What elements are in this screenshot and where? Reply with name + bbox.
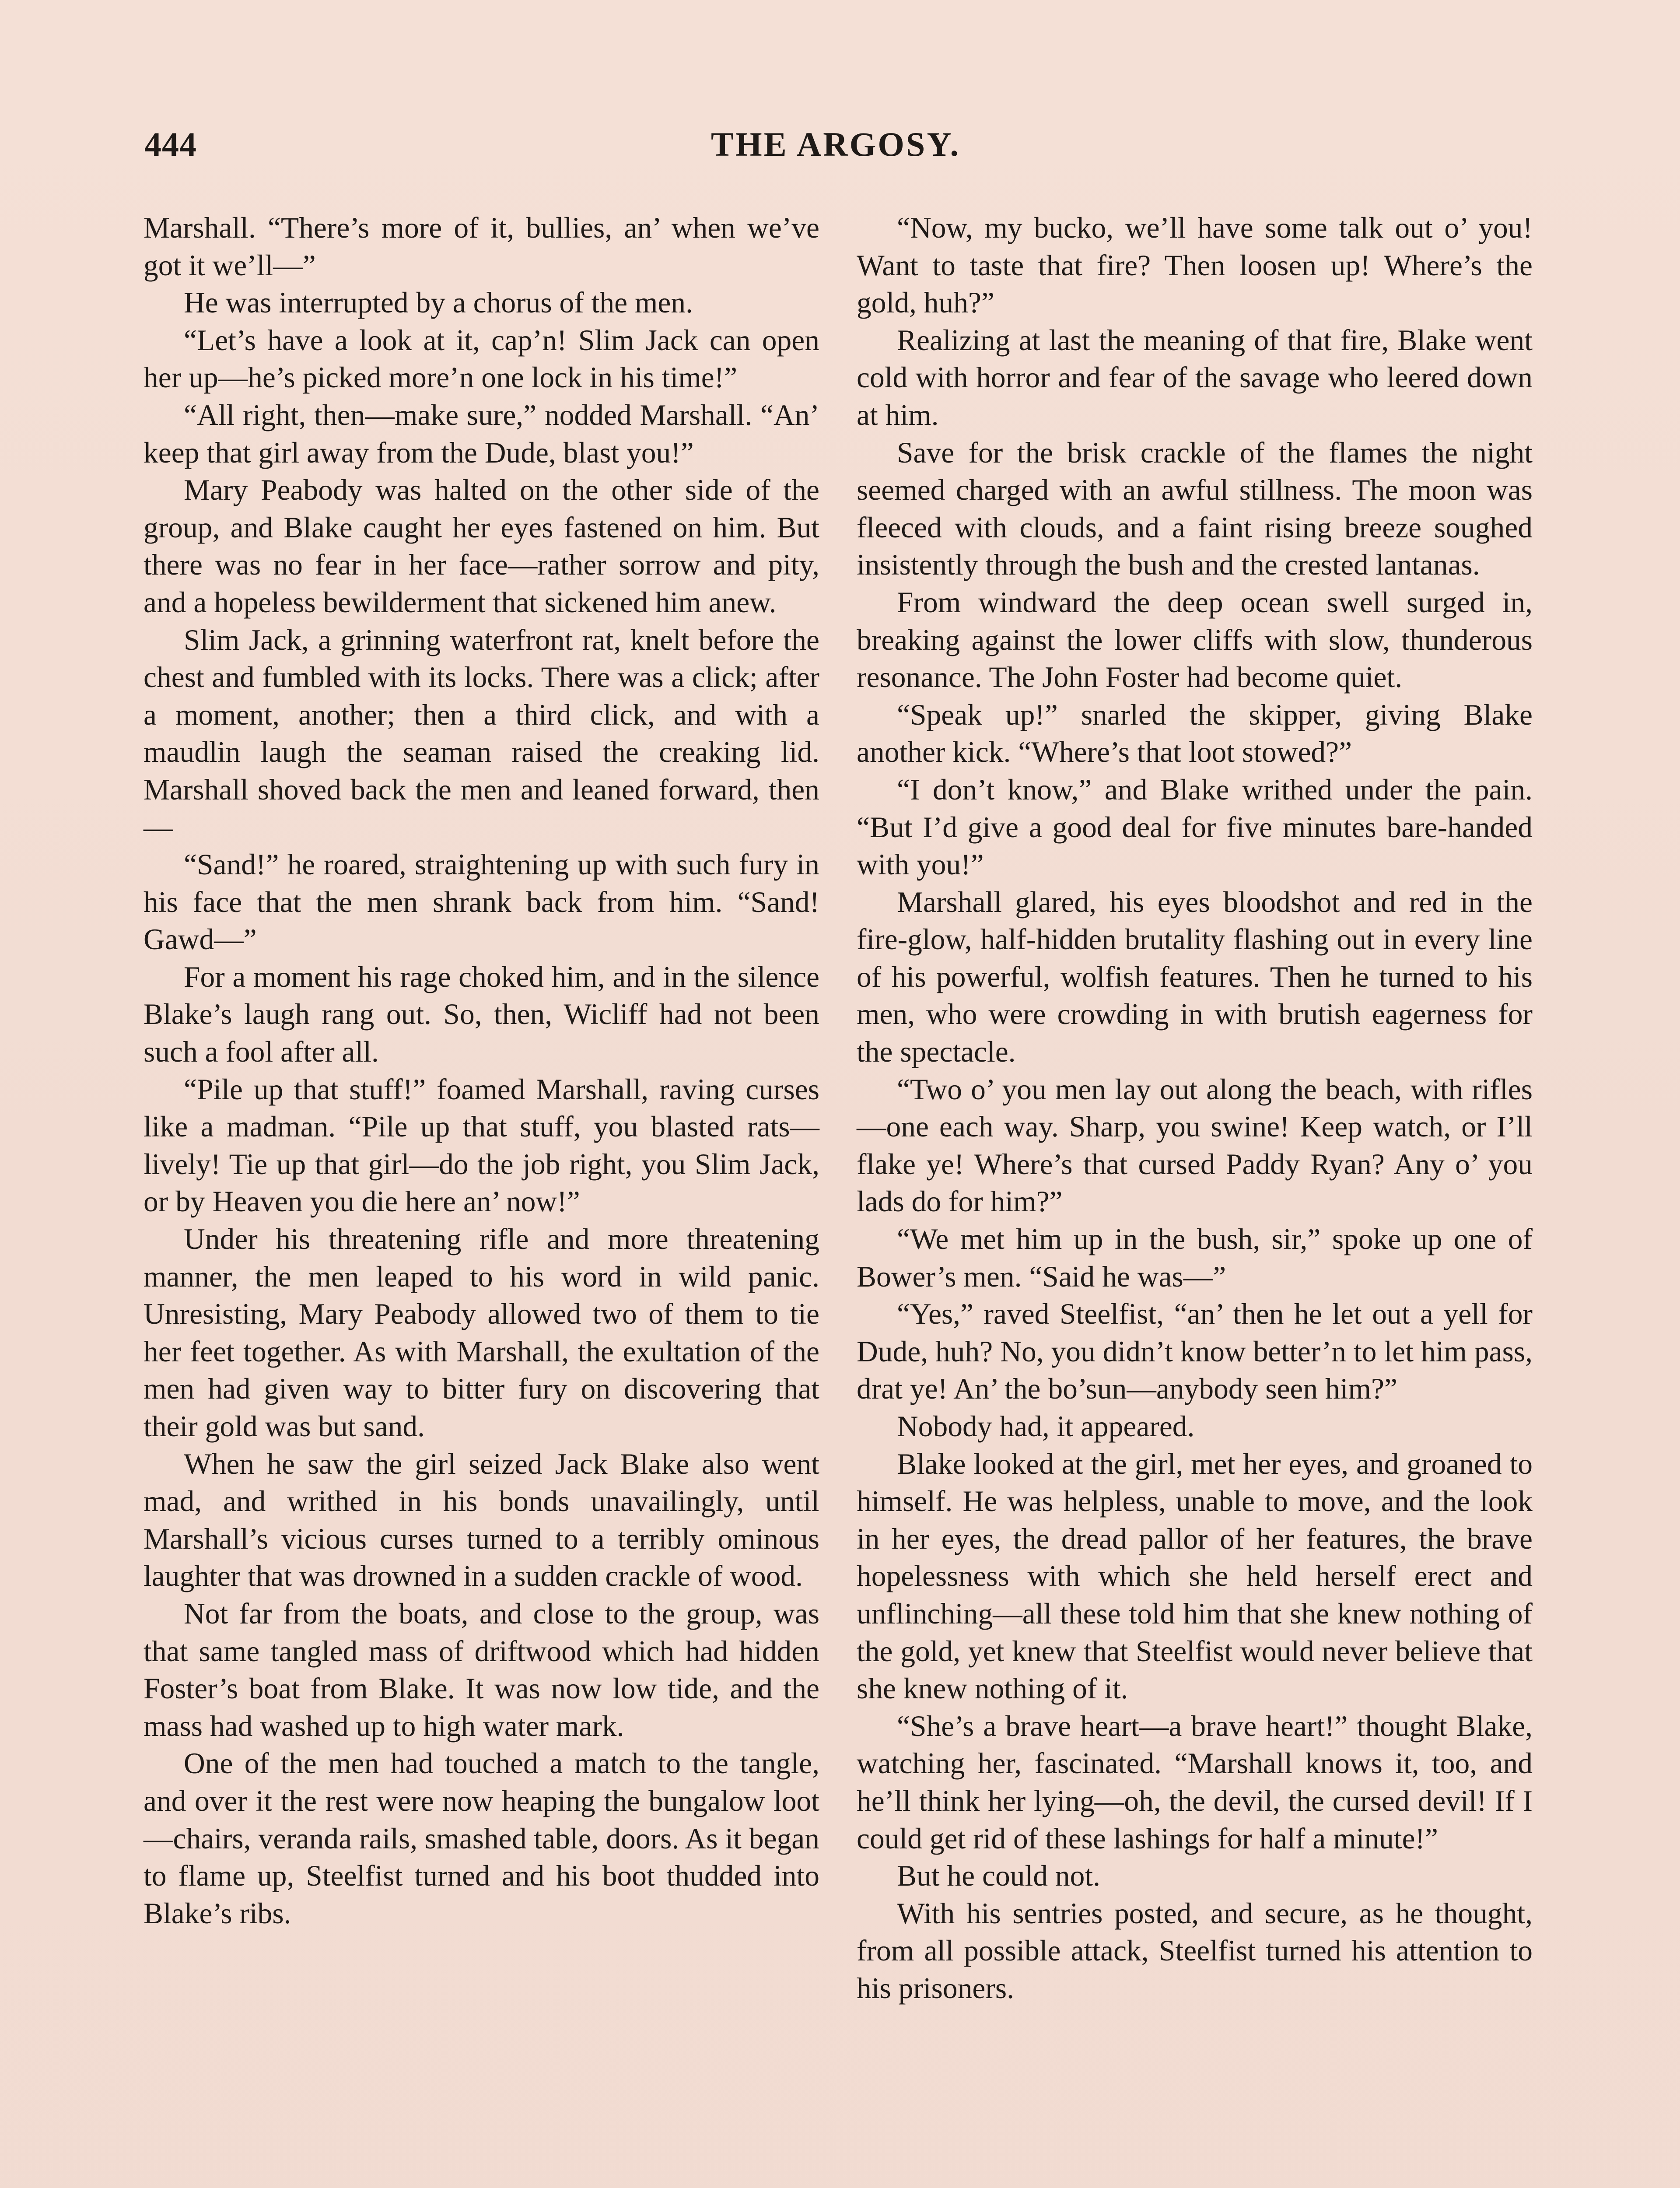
page-number: 444 [144,125,197,163]
paragraph: One of the men had touched a match to the tangle, and over it the rest were now heaping the bungalow loot—chairs, veranda rails, smashed table, doors. As it began to flame up, Steelfist turned and his boot thudded into Blake’s ribs. [144,1747,819,1930]
paragraph: Nobody had, it appeared. [897,1410,1195,1443]
page-header [144,125,1527,177]
paragraph: “She’s a brave heart—a brave heart!” thought Blake, watching her, fascinated. “Marshall knows it, too, and he’ll think her lying—oh, the devil, the cursed devil! If I could get rid of these lashings for half a minute!” [857,1709,1533,1855]
paragraph: When he saw the girl seized Jack Blake also went mad, and writhed in his bonds unavailingly, until Marshall’s vicious curses turned to a terribly ominous laughter that was drowned in a sudden crackle of wood. [144,1447,819,1593]
paragraph: “Sand!” he roared, straightening up with such fury in his face that the men shrank back from him. “Sand! Gawd—” [144,848,819,956]
paragraph: “All right, then—make sure,” nodded Marshall. “An’ keep that girl away from the Dude, blast you!” [144,398,819,469]
paragraph: Under his threatening rifle and more threatening manner, the men leaped to his word in wild panic. Unresisting, Mary Peabody allowed two of them to tie her feet together. As with Marshall, the exultation of the men had given way to bitter fury on discovering that their gold was but sand. [144,1223,819,1443]
paragraph: Slim Jack, a grinning waterfront rat, knelt before the chest and fumbled with its locks. There was a click; after a moment, another; then a third click, and with a maudlin laugh the seaman raised the creaking lid. Marshall shoved back the men and leaned forward, then— [144,623,819,844]
paragraph: “Pile up that stuff!” foamed Marshall, raving curses like a madman. “Pile up that stuff, you blasted rats—lively! Tie up that girl—do the job right, you Slim Jack, or by Heaven you die here an’ now!” [144,1073,819,1218]
paragraph: For a moment his rage choked him, and in the silence Blake’s laugh rang out. So, then, Wicliff had not been such a fool after all. [144,960,819,1069]
paragraph: Marshall. “There’s more of it, bullies, an’ when we’ve got it we’ll—” [144,211,819,282]
paragraph: “Two o’ you men lay out along the beach, with rifles—one each way. Sharp, you swine! Keep watch, or I’ll flake ye! Where’s that cursed Paddy Ryan? Any o’ you lads do for him?” [857,1073,1533,1218]
paragraph: “We met him up in the bush, sir,” spoke up one of Bower’s men. “Said he was—” [857,1223,1533,1293]
paragraph: Save for the brisk crackle of the flames the night seemed charged with an awful stillness. The moon was fleeced with clouds, and a faint rising breeze soughed insistently through the bush and the crested lantanas. [857,436,1533,582]
paragraph: “Now, my bucko, we’ll have some talk out o’ you! Want to taste that fire? Then loosen up! Where’s the gold, huh?” [857,211,1533,319]
paragraph: From windward the deep ocean swell surged in, breaking against the lower cliffs with slow, thunderous resonance. The John Foster had become quiet. [857,586,1533,694]
paragraph: But he could not. [897,1859,1100,1893]
text-columns [144,209,1533,2188]
paragraph: “Let’s have a look at it, cap’n! Slim Jack can open her up—he’s picked more’n one lock in his time!” [144,323,819,394]
paragraph: “I don’t know,” and Blake writhed under the pain. “But I’d give a good deal for five minutes bare-handed with you!” [857,773,1533,881]
left-column [144,209,819,2188]
paragraph: Not far from the boats, and close to the group, was that same tangled mass of driftwood which had hidden Foster’s boat from Blake. It was now low tide, and the mass had washed up to high water mark. [144,1597,819,1743]
paragraph: “Speak up!” snarled the skipper, giving Blake another kick. “Where’s that loot stowed?” [857,698,1533,769]
paragraph: He was interrupted by a chorus of the men. [184,286,693,319]
running-title: THE ARGOSY. [711,125,960,163]
right-column [857,209,1533,2188]
paragraph: Mary Peabody was halted on the other side of the group, and Blake caught her eyes fastened on him. But there was no fear in her face—rather sorrow and pity, and a hopeless bewilderment that sickened him anew. [144,473,819,619]
paragraph: Marshall glared, his eyes bloodshot and red in the fire-glow, half-hidden brutality flashing out in every line of his powerful, wolfish features. Then he turned to his men, who were crowding in with brutish eagerness for the spectacle. [857,885,1533,1069]
paragraph: Realizing at last the meaning of that fire, Blake went cold with horror and fear of the savage who leered down at him. [857,323,1533,431]
paragraph: With his sentries posted, and secure, as he thought, from all possible attack, Steelfist turned his attention to his prisoners. [857,1897,1533,2005]
paragraph: Blake looked at the girl, met her eyes, and groaned to himself. He was helpless, unable to move, and the look in her eyes, the dread pallor of her features, the brave hopelessness with which she held herself erect and unflinching—all these told him that she knew nothing of the gold, yet knew that Steelfist would never believe that she knew nothing of it. [857,1447,1533,1705]
paragraph: “Yes,” raved Steelfist, “an’ then he let out a yell for Dude, huh? No, you didn’t know better’n to let him pass, drat ye! An’ the bo’sun—anybody seen him?” [857,1297,1533,1406]
